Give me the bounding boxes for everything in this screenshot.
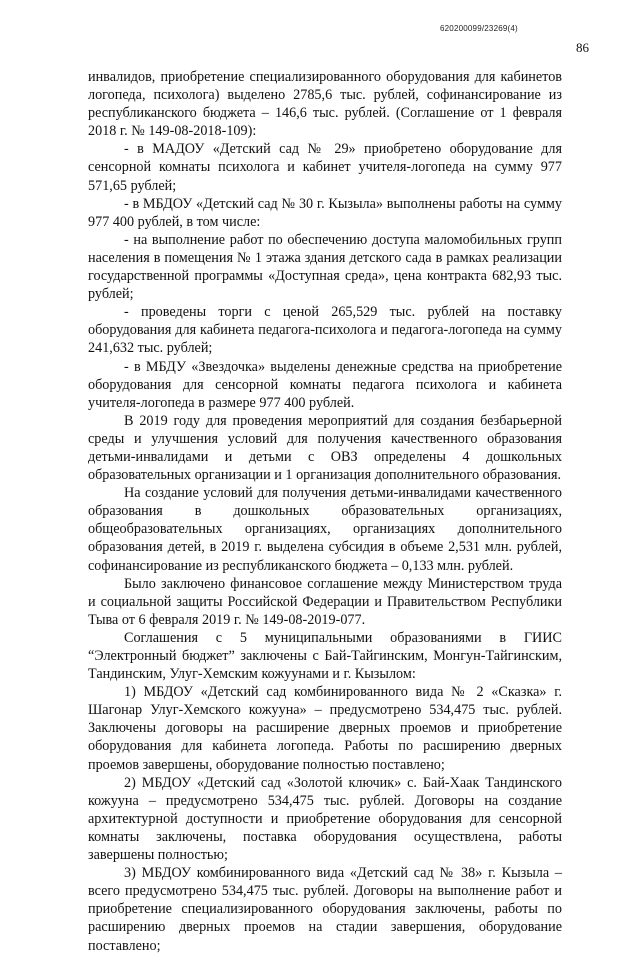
paragraph-municipal-agreements: Соглашения с 5 муниципальными образованиями в ГИИС “Электронный бюджет” заключены с Бай-Тайгинским, Монгун-Тайгинским, Тандинским, Улуг-Хемским кожуунами и г. Кызылом: (88, 629, 562, 683)
paragraph-subsidy: На создание условий для получения детьми-инвалидами качественного образования в дошкольных образовательных организациях, общеобразовательных организациях, организациях дополнительного образования детей, в 2019 г. выделена субсидия в объеме 2,531 млн. рублей, софинансирование из республиканского бюджета – 0,133 млн. рублей. (88, 485, 562, 574)
paragraph-madou-29: - в МАДОУ «Детский сад № 29» приобретено оборудование для сенсорной комнаты психолога и кабинет учителя-логопеда на сумму 977 571,65 рублей; (88, 141, 562, 194)
document-registration-code: 620200099/23269(4) (440, 24, 518, 33)
paragraph-continuation: инвалидов, приобретение специализированного оборудования для кабинетов логопеда, психолога) выделено 2785,6 тыс. рублей, софинансирование из республиканского бюджета – 146,6 тыс. рублей. (Соглашение от 1 февраля 2018 г. № 149-08-2018-109): (88, 69, 562, 140)
paragraph-mbdou-30: - в МБДОУ «Детский сад № 30 г. Кызыла» выполнены работы на сумму 977 400 рублей, в том числе: (88, 195, 562, 230)
paragraph-item-2: 2) МБДОУ «Детский сад «Золотой ключик» с. Бай-Хаак Тандинского кожууна – предусмотрено 534,475 тыс. рублей. Договоры на создание архитектурной доступности и приобретение оборудования для сенсорной комнаты заключены, поставка оборудования осуществлена, работы завершены полностью; (88, 774, 562, 864)
paragraph-tenders: - проведены торги с ценой 265,529 тыс. рублей на поставку оборудования для кабинета педагога-психолога и педагога-логопеда на сумму 241,632 тыс. рублей; (88, 304, 562, 357)
page-number: 86 (576, 40, 589, 55)
paragraph-item-1: 1) МБДОУ «Детский сад комбинированного вида № 2 «Сказка» г. Шагонар Улуг-Хемского кожууна» – предусмотрено 534,475 тыс. рублей. Заключены договоры на расширение дверных проемов и приобретение оборудования для кабинета логопеда. Работы по расширению дверных проемов завершены, оборудование полностью поставлено; (88, 684, 562, 773)
paragraph-item-3: 3) МБДОУ комбинированного вида «Детский сад № 38» г. Кызыла – всего предусмотрено 534,475 тыс. рублей. Договоры на выполнение работ и приобретение специализированного оборудования заключены, работы по расширению дверных проемов на стадии завершения, оборудование поставлено; (88, 865, 562, 954)
paragraph-financial-agreement: Было заключено финансовое соглашение между Министерством труда и социальной защиты Российской Федерации и Правительством Республики Тыва от 6 февраля 2019 г. № 149-08-2019-077. (88, 575, 562, 628)
paragraph-zvezdochka: - в МБДУ «Звездочка» выделены денежные средства на приобретение оборудования для сенсорной комнаты педагога психолога и кабинета учителя-логопеда в размере 977 400 рублей. (88, 358, 562, 411)
document-body (88, 68, 562, 955)
paragraph-accessibility-works: - на выполнение работ по обеспечению доступа маломобильных групп населения в помещения № 1 этажа здания детского сада в рамках реализации государственной программы «Доступная среда», цена контракта 682,93 тыс. рублей; (88, 231, 562, 303)
paragraph-2019-organizations: В 2019 году для проведения мероприятий для создания безбарьерной среды и улучшения условий для получения качественного образования детьми-инвалидами и детьми с ОВЗ определены 4 дошкольных образовательных организации и 1 организация дополнительного образования. (88, 412, 562, 484)
